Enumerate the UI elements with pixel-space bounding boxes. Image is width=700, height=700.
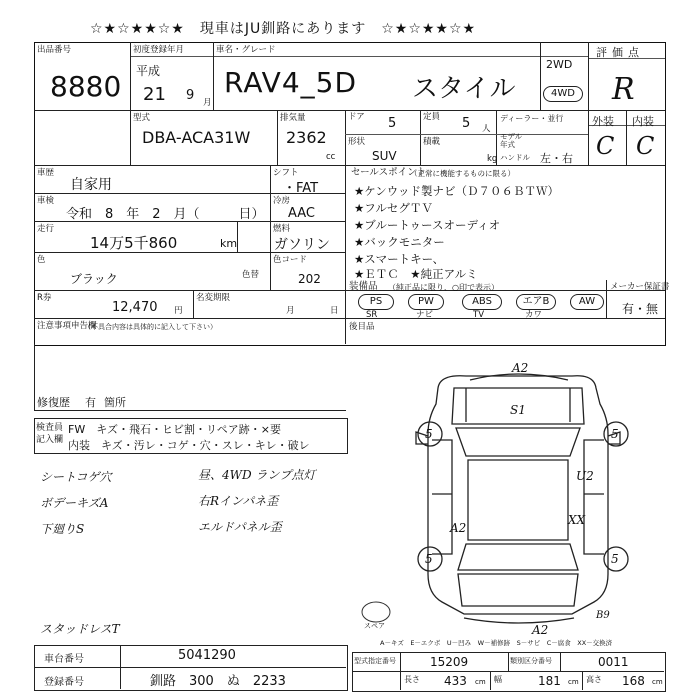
handle-value: 左・右 [540, 152, 573, 165]
month-unit: 月 [203, 98, 212, 108]
sales-point-item: ★ブルートゥースオーディオ [354, 218, 501, 232]
shape-label: 形状 [348, 137, 366, 147]
cc-unit: cc [326, 152, 336, 162]
shift-value: ・FAT [283, 181, 319, 196]
grade: スタイル [412, 74, 516, 104]
dealer-label: ディーラー・並行 [500, 114, 564, 123]
repair-unit: 箇所 [104, 396, 126, 409]
sales-point-item: ★ＥＴＣ ★純正アルミ [354, 267, 478, 281]
chassis-value: 5041290 [178, 648, 236, 663]
damage-mark: A2 [512, 361, 529, 375]
rear-eye-label: 後目品 [349, 322, 375, 332]
model-year-label: モデル 年式 [500, 132, 523, 149]
equipment-label: 装備品 [349, 281, 378, 292]
chassis-label: 車台番号 [44, 654, 84, 665]
damage-mark: B9 [596, 610, 610, 621]
inspection-label: 車検 [37, 196, 55, 206]
spare-tire [362, 602, 390, 622]
height-value: 168 [622, 674, 645, 688]
color-code-label: 色コード [273, 255, 308, 265]
fuel-label: 燃料 [273, 224, 291, 234]
color-value: ブラック [70, 272, 118, 286]
handwritten-note: エルドパネル歪 [198, 520, 282, 534]
damage-mark: S1 [510, 403, 526, 417]
width-value: 181 [538, 674, 561, 688]
equipment-ps: PS [358, 294, 394, 310]
length-unit: cm [475, 678, 486, 686]
sales-point-item: ★フルセグＴＶ [354, 201, 433, 215]
warranty-label: メーカー保証書 [610, 282, 670, 292]
sales-point-item: ★ケンウッド製ナビ（Ｄ７０６ＢＴＷ） [354, 184, 560, 198]
tire-mark: 5 [611, 427, 619, 441]
handwritten-note: ボデーキズA [40, 496, 109, 510]
registration-value: 釧路 300 ぬ 2233 [150, 674, 286, 689]
handwritten-note: 右Rインパネ歪 [198, 494, 279, 508]
height-label: 高さ [586, 675, 602, 684]
history-value: 自家用 [70, 177, 112, 193]
displacement-value: 2362 [286, 128, 327, 147]
drive-4wd: 4WD [543, 86, 583, 102]
height-unit: cm [652, 678, 663, 686]
tire-mark: 5 [425, 427, 433, 441]
spare-label: スペア [364, 622, 385, 630]
handwritten-note: スタッドレスT [40, 622, 120, 636]
lot-number-label: 出品番号 [37, 45, 72, 55]
km-unit: km [220, 237, 238, 250]
designation-value: 15209 [430, 655, 469, 669]
recycle-label: R券 [37, 293, 52, 303]
car-damage-diagram [346, 344, 664, 636]
handwritten-note: 下廻りS [40, 522, 85, 536]
equipment-abs: ABS [462, 294, 502, 310]
load-label: 積載 [423, 137, 441, 147]
rating-value: R [612, 72, 635, 107]
category-label: 類別区分番号 [510, 657, 552, 665]
warranty-value: 有・無 [622, 302, 659, 316]
length-label: 長さ [404, 675, 420, 684]
aircon-label: 冷房 [273, 196, 291, 206]
name-change-label: 名変期限 [196, 293, 231, 303]
sales-point-item: ★スマートキー、 [354, 252, 445, 266]
repair-label: 修復歴 [37, 396, 70, 409]
model-code-value: DBA-ACA31W [142, 128, 251, 147]
color-code-value: 202 [298, 272, 321, 286]
mileage-value: 14万5千860 [90, 234, 178, 252]
sales-points-note: （正常に機能するものに限る） [410, 169, 515, 178]
registration-label: 登録番号 [44, 677, 84, 688]
designation-label: 型式指定番号 [354, 657, 396, 665]
doors-value: 5 [388, 116, 397, 131]
category-value: 0011 [598, 655, 629, 669]
fuel-value: ガソリン [274, 237, 330, 253]
equipment-navi: ナビ [416, 310, 434, 320]
first-reg-month: 9 [186, 88, 195, 103]
exterior-label: 外装 [592, 115, 614, 128]
sales-points-label: セールスポイント [351, 167, 427, 178]
damage-mark: XX [568, 513, 586, 527]
era: 平成 [136, 64, 161, 78]
displacement-label: 排気量 [280, 113, 306, 123]
kg-unit: kg [487, 154, 498, 164]
shift-label: シフト [273, 168, 299, 178]
length-value: 433 [444, 674, 467, 688]
banner: ☆★☆★★☆★ 現車はJU釧路にあります ☆★☆★★☆★ [90, 21, 477, 37]
capacity-value: 5 [462, 116, 471, 131]
aircon-value: AAC [288, 206, 315, 221]
rating-label: 評価点 [596, 46, 644, 59]
interior-label: 内装 [632, 115, 654, 128]
name-change-day: 日 [330, 306, 339, 316]
inspector-row-2: 内装 キズ・汚レ・コゲ・穴・スレ・キレ・破レ [68, 439, 310, 452]
exterior-value: C [596, 132, 615, 160]
equipment-aw: AW [570, 294, 604, 310]
tire-mark: 5 [425, 552, 433, 566]
people-unit: 人 [482, 124, 491, 134]
yen-unit: 円 [174, 306, 183, 316]
first-reg-label: 初度登録年月 [133, 45, 185, 55]
legend: A－キズ E－エクボ U－凹み W－補修跡 S－サビ C－腐食 XX－交換済 [380, 639, 613, 647]
car-name: RAV4_5D [224, 66, 358, 99]
inspector-row-1: FW キズ・飛石・ヒビ割・リペア跡・×要 [68, 423, 281, 436]
damage-mark: U2 [576, 469, 594, 483]
tire-mark: 5 [611, 552, 619, 566]
notes-label: 注意事項申告欄 [37, 321, 97, 331]
doors-label: ドア [348, 112, 365, 122]
notes-sublabel: （不具合内容は具体的に記入して下さい） [84, 323, 217, 331]
interior-value: C [636, 132, 655, 160]
model-code-label: 型式 [133, 113, 151, 123]
handwritten-note: シートコゲ穴 [40, 470, 112, 484]
equipment-airbag: エアB [516, 294, 556, 310]
damage-mark: A2 [532, 623, 549, 636]
inspection-value: 令和 8 年 2 月（ 日） [66, 207, 265, 222]
repair-value: 有 [85, 396, 96, 409]
color-change-label: 色替 [242, 270, 260, 280]
name-change-month: 月 [286, 306, 295, 316]
color-label: 色 [37, 255, 46, 265]
equipment-tv: TV [473, 310, 485, 320]
sales-point-item: ★バックモニター [354, 235, 445, 249]
mileage-label: 走行 [37, 224, 55, 234]
capacity-label: 定員 [423, 112, 441, 122]
handle-label: ハンドル [500, 153, 530, 162]
first-reg-year: 21 [143, 84, 166, 105]
history-label: 車歴 [37, 168, 55, 178]
damage-mark: A2 [450, 521, 467, 535]
handwritten-note: 昼、4WD ランプ点灯 [198, 468, 316, 482]
shape-value: SUV [372, 149, 397, 163]
equipment-sr: SR [366, 310, 378, 320]
width-label: 幅 [494, 675, 502, 684]
recycle-value: 12,470 [112, 300, 158, 315]
equipment-leather: カワ [525, 310, 543, 320]
model-grade-label: 車名・グレード [216, 45, 276, 55]
lot-number: 8880 [50, 70, 122, 103]
equipment-pw: PW [408, 294, 444, 310]
width-unit: cm [568, 678, 579, 686]
drive-2wd: 2WD [546, 58, 573, 71]
equipment-note: （純正品に限り、○印で表示） [388, 283, 499, 292]
inspector-label: 検査員 記入欄 [36, 423, 64, 445]
